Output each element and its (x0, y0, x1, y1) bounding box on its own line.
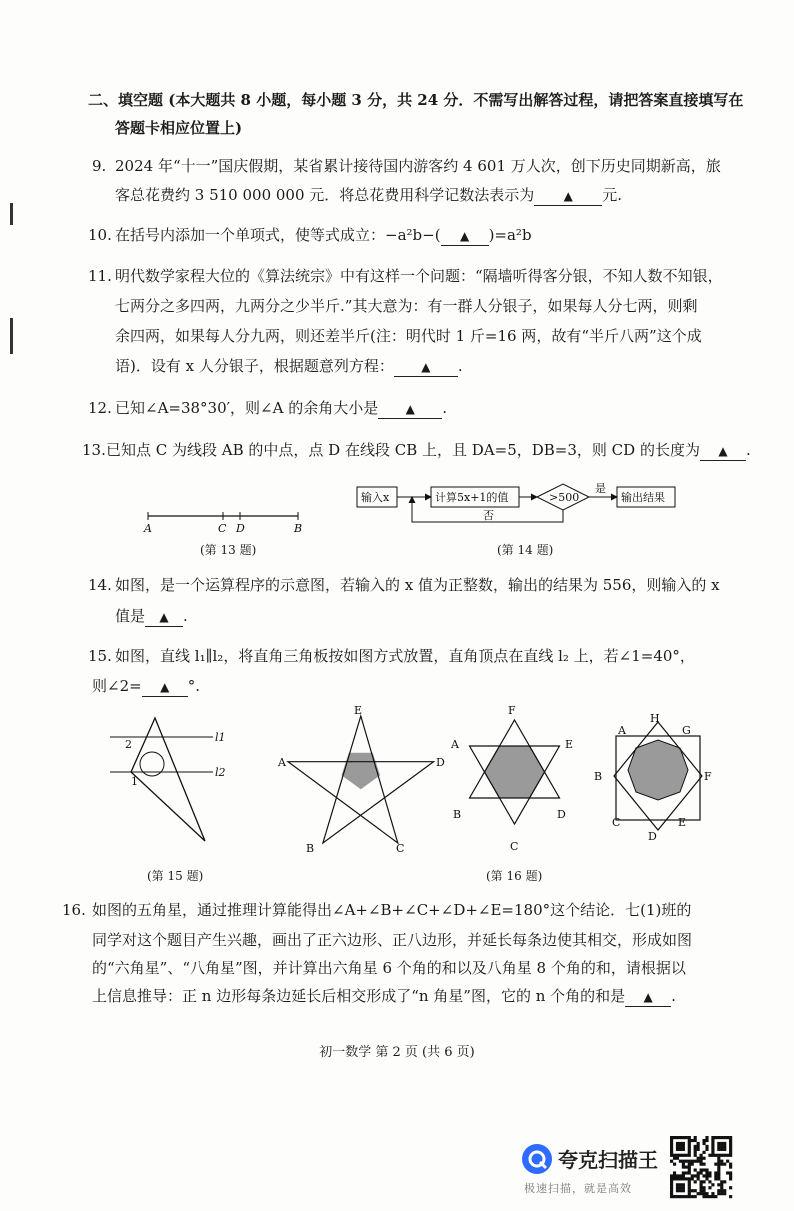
q9-number: 9. (92, 157, 107, 175)
triangle-mark-icon: ▲ (160, 680, 170, 694)
figure-14-flowchart (355, 482, 705, 532)
binding-edge-mark (10, 203, 13, 225)
answer-blank[interactable] (441, 226, 489, 246)
section-title: 二、填空题 (本大题共 8 小题，每小题 3 分，共 24 分．不需写出解答过程，请把答案直接填写在 (88, 91, 744, 109)
q16-text-cont: 的“六角星”、“八角星”图，并计算出六角星 6 个角的和以及八角星 8 个角的和，请根据以 (92, 959, 686, 977)
answer-blank[interactable] (700, 441, 746, 461)
vertex-label: C (510, 840, 519, 853)
q10-text: 在括号内添加一个单项式，使等式成立：−a²b−( ▲ )=a²b (115, 226, 532, 244)
triangle-mark-icon: ▲ (459, 229, 470, 243)
q16-text-cont: 同学对这个题目产生兴趣，画出了正六边形、正八边形，并延长每条边使其相交，形成如图 (92, 931, 693, 949)
vertex-label: E (565, 738, 574, 751)
q9-text-cont: 客总花费约 3 510 000 000 元．将总花费用科学记数法表示为 ▲ 元. (115, 186, 623, 204)
flow-input: 输入x (361, 491, 390, 504)
figure-16-eight-star (590, 710, 720, 850)
scanner-logo-icon (520, 1142, 554, 1176)
scanner-slogan: 极速扫描，就是高效 (524, 1182, 632, 1195)
answer-blank[interactable] (625, 987, 671, 1007)
vertex-label: C (612, 816, 621, 829)
vertex-label: G (682, 724, 691, 737)
q11-number: 11. (88, 267, 112, 285)
scanner-name: 夸克扫描王 (558, 1148, 658, 1172)
answer-blank[interactable] (378, 399, 442, 419)
q16-number: 16. (62, 901, 86, 919)
triangle-mark-icon: ▲ (405, 402, 415, 416)
vertex-label: E (354, 704, 363, 717)
vertex-label: E (678, 816, 687, 829)
answer-blank[interactable] (394, 357, 458, 377)
q12-number: 12. (88, 399, 112, 417)
line-label: l1 (215, 731, 226, 744)
q11-text: 明代数学家程大位的《算法统宗》中有这样一个问题：“隔墙听得客分银，不知人数不知银， (115, 267, 723, 285)
point-label: A (144, 522, 152, 535)
figure-16-five-star (278, 700, 445, 860)
vertex-label: H (650, 712, 660, 725)
figure-15-triangle (105, 715, 235, 850)
flow-condition: >500 (549, 491, 580, 504)
q9-text: 2024 年“十一”国庆假期，某省累计接待国内游客约 4 601 万人次，创下历史同期新高，旅 (115, 157, 721, 175)
q10-number: 10. (88, 226, 112, 244)
vertex-label: D (436, 756, 445, 769)
figure-13-segment (140, 508, 310, 534)
figure-14-caption: (第 14 题) (497, 543, 554, 557)
q12-text: 已知∠A=38°30′，则∠A 的余角大小是 ▲ . (115, 399, 448, 417)
figure-13-caption: (第 13 题) (200, 543, 257, 557)
answer-blank[interactable] (145, 607, 183, 627)
q14-text-cont: 值是 ▲ . (115, 607, 188, 625)
vertex-label: A (618, 724, 626, 737)
flow-yes: 是 (595, 482, 606, 495)
flow-no: 否 (483, 509, 494, 522)
triangle-mark-icon: ▲ (563, 189, 573, 203)
q16-text-cont: 上信息推导：正 n 边形每条边延长后相交形成了“n 角星”图，它的 n 个角的和是 ▲ . (92, 987, 676, 1005)
q13-text: 已知点 C 为线段 AB 的中点，点 D 在线段 CB 上，且 DA=5，DB=3，则 CD 的长度为 ▲ . (106, 441, 751, 459)
point-label: B (294, 522, 303, 535)
q13-number: 13. (82, 441, 106, 459)
q11-text-cont: 语)．设有 x 人分银子，根据题意列方程： ▲ . (115, 357, 463, 375)
vertex-label: F (704, 770, 712, 783)
flow-output: 输出结果 (621, 491, 665, 504)
figure-15-caption: (第 15 题) (147, 869, 204, 883)
triangle-mark-icon: ▲ (159, 610, 169, 624)
q16-text: 如图的五角星，通过推理计算能得出∠A+∠B+∠C+∠D+∠E=180°这个结论．七(1)班的 (92, 901, 692, 919)
q14-text: 如图，是一个运算程序的示意图，若输入的 x 值为正整数，输出的结果为 556，则输入的 x (115, 576, 720, 594)
binding-edge-mark (10, 318, 13, 354)
q15-text-cont: 则∠2= ▲ °. (92, 677, 200, 695)
flow-compute: 计算5x+1的值 (435, 491, 509, 504)
vertex-label: A (451, 738, 459, 751)
qr-code-icon (670, 1136, 732, 1198)
section-title-cont: 答题卡相应位置上) (115, 119, 243, 137)
line-label: l2 (215, 766, 226, 779)
vertex-label: D (557, 808, 566, 821)
q15-number: 15. (88, 647, 112, 665)
vertex-label: C (396, 842, 405, 855)
triangle-mark-icon: ▲ (643, 990, 653, 1004)
figure-16-caption: (第 16 题) (486, 869, 543, 883)
vertex-label: B (306, 842, 315, 855)
page-footer: 初一数学 第 2 页 (共 6 页) (319, 1045, 475, 1060)
vertex-label: D (648, 830, 657, 843)
vertex-label: B (453, 808, 462, 821)
angle-label: 1 (131, 775, 138, 788)
vertex-label: F (508, 704, 516, 717)
answer-blank[interactable] (534, 186, 602, 206)
triangle-mark-icon: ▲ (421, 360, 431, 374)
angle-label: 2 (125, 738, 132, 751)
q14-number: 14. (88, 576, 112, 594)
answer-blank[interactable] (142, 677, 188, 697)
q15-text: 如图，直线 l₁∥l₂，将直角三角板按如图方式放置，直角顶点在直线 l₂ 上，若∠1=40°， (115, 647, 695, 665)
q11-text-cont: 余四两，如果每人分九两，则还差半斤(注：明代时 1 斤=16 两，故有“半斤八两”这个成 (115, 327, 702, 345)
point-label: D (236, 522, 245, 535)
q11-text-cont: 七两分之多四两，九两分之少半斤.”其大意为：有一群人分银子，如果每人分七两，则剩 (115, 297, 698, 315)
vertex-label: B (594, 770, 603, 783)
vertex-label: A (278, 756, 286, 769)
point-label: C (218, 522, 227, 535)
figure-16-six-star (447, 700, 587, 860)
triangle-mark-icon: ▲ (718, 444, 728, 458)
